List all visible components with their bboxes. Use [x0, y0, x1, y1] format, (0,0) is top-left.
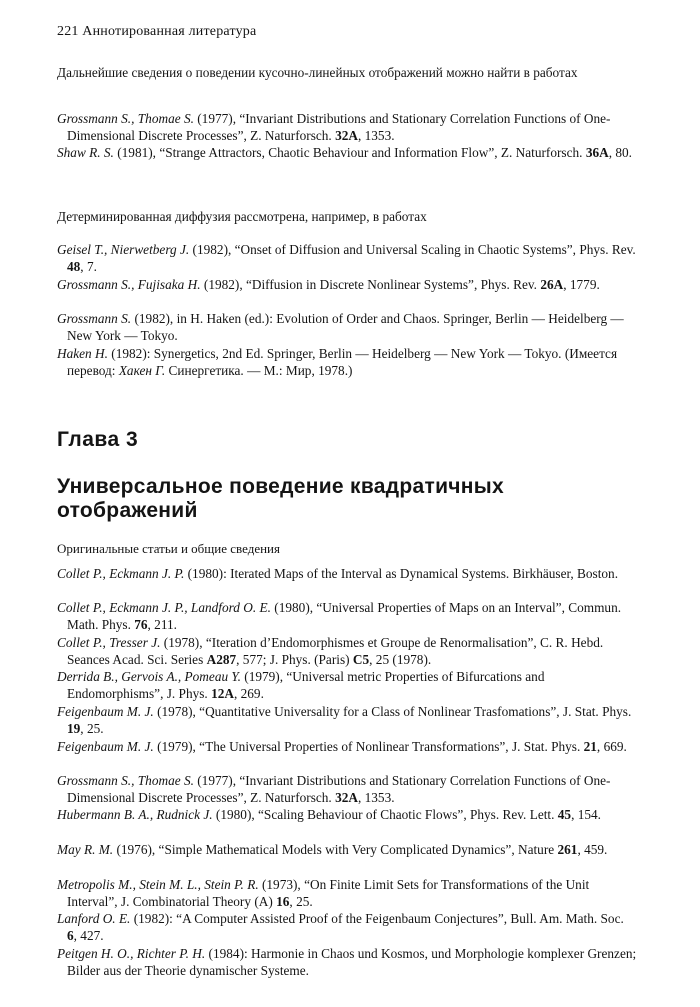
reference-pages: , 1353. [357, 790, 395, 805]
reference-entry [57, 565, 637, 582]
reference-entry [57, 599, 637, 633]
reference-authors: Feigenbaum M. J. [57, 704, 154, 719]
reference-authors: Feigenbaum M. J. [57, 739, 154, 754]
reference-authors: Hubermann B. A., Rudnick J. [57, 807, 213, 822]
reference-text: (1982): “A Computer Assisted Proof of the Feigenbaum Conjectures”, Bull. Am. Math. Soc. [130, 911, 624, 926]
reference-pages: , 427. [73, 928, 104, 943]
reference-authors: Geisel T., Nierwetberg J. [57, 242, 190, 257]
reference-volume: 32A [335, 128, 358, 143]
reference-text: (1980), “Scaling Behaviour of Chaotic Flows”, Phys. Rev. Lett. [212, 807, 558, 822]
running-header: 221 Аннотированная литература [57, 24, 257, 39]
reference-pages: , 25 (1978). [369, 652, 432, 667]
intro-paragraph-2: Детерминированная диффузия рассмотрена, например, в работах [57, 209, 427, 224]
reference-authors: Lanford O. E. [57, 911, 131, 926]
reference-authors: Collet P., Tresser J. [57, 635, 161, 650]
reference-volume: C5 [352, 652, 370, 667]
reference-text: (1977), “Invariant Distributions and Stationary Correlation Functions of One-Dimensional Discrete Processes”, Z. Naturforsch. [67, 773, 611, 805]
reference-pages: , 7. [80, 259, 97, 274]
reference-pages: , 211. [147, 617, 177, 632]
reference-entry [57, 241, 637, 275]
reference-volume: 16 [276, 894, 290, 909]
reference-authors: Grossmann S., Fujisaka H. [57, 277, 201, 292]
reference-authors: Grossmann S., Thomae S. [57, 111, 194, 126]
reference-entry [57, 276, 637, 293]
reference-pages: , 669. [596, 739, 627, 754]
reference-entry [57, 841, 637, 858]
reference-volume: 45 [557, 807, 572, 822]
reference-text: (1982): Synergetics, 2nd Ed. Springer, Berlin — Heidelberg — New York — Tokyo. (Имеется перевод: [67, 346, 618, 378]
reference-pages: , 80. [608, 145, 632, 160]
reference-text: (1973), “On Finite Limit Sets for Transformations of the Unit Interval”, J. Combinatorial Theory (A) [67, 877, 590, 909]
reference-volume: 76 [134, 617, 148, 632]
reference-volume: 21 [583, 739, 597, 754]
intro-paragraph-1: Дальнейшие сведения о поведении кусочно-линейных отображений можно найти в работах [57, 65, 578, 80]
reference-text: (1982), “Onset of Diffusion and Universal Scaling in Chaotic Systems”, Phys. Rev. [189, 242, 636, 257]
reference-pages: , 577; J. Phys. (Paris) [236, 652, 353, 667]
reference-pages: , 1779. [563, 277, 600, 292]
reference-authors: Collet P., Eckmann J. P., Landford O. E. [57, 600, 271, 615]
section-subheading: Оригинальные статьи и общие сведения [57, 541, 280, 556]
reference-entry [57, 310, 637, 344]
chapter-title: Универсальное поведение квадратичных отображений [57, 475, 504, 522]
reference-volume: 26A [540, 277, 564, 292]
reference-volume: 32A [335, 790, 358, 805]
reference-translator-author: Хакен Г. [118, 363, 166, 378]
reference-authors: Peitgen H. O., Richter P. H. [57, 946, 206, 961]
reference-text: (1982), “Diffusion in Discrete Nonlinear Systems”, Phys. Rev. [200, 277, 541, 292]
reference-text: (1976), “Simple Mathematical Models with Very Complicated Dynamics”, Nature [113, 842, 558, 857]
reference-authors: Derrida B., Gervois A., Pomeau Y. [57, 669, 241, 684]
reference-authors: Collet P., Eckmann J. P. [57, 566, 185, 581]
reference-authors: Haken H. [57, 346, 108, 361]
reference-authors: Grossmann S., Thomae S. [57, 773, 194, 788]
reference-authors: Metropolis M., Stein M. L., Stein P. R. [57, 877, 259, 892]
reference-pages: , 25. [289, 894, 313, 909]
reference-volume: A287 [206, 652, 237, 667]
reference-entry [57, 876, 637, 910]
reference-text: Синергетика. — М.: Мир, 1978.) [165, 363, 353, 378]
chapter-number: Глава 3 [57, 428, 139, 451]
reference-volume: 19 [67, 721, 81, 736]
reference-entry [57, 634, 637, 668]
reference-authors: May R. M. [57, 842, 114, 857]
reference-authors: Grossmann S. [57, 311, 132, 326]
reference-text: (1980): Iterated Maps of the Interval as Dynamical Systems. Birkhäuser, Boston. [184, 566, 619, 581]
reference-pages: , 154. [571, 807, 601, 822]
reference-entry [57, 806, 637, 823]
reference-pages: , 1353. [357, 128, 395, 143]
reference-entry [57, 945, 637, 979]
reference-entry [57, 110, 637, 144]
reference-entry [57, 738, 637, 755]
reference-text: (1980), “Universal Properties of Maps on an Interval”, Commun. Math. Phys. [67, 600, 622, 632]
reference-pages: , 269. [233, 686, 264, 701]
reference-pages: , 25. [80, 721, 104, 736]
reference-entry [57, 668, 637, 702]
reference-pages: , 459. [577, 842, 608, 857]
reference-entry [57, 772, 637, 806]
reference-text: (1979), “The Universal Properties of Nonlinear Transformations”, J. Stat. Phys. [153, 739, 584, 754]
reference-volume: 261 [557, 842, 578, 857]
reference-volume: 12A [211, 686, 234, 701]
reference-authors: Shaw R. S. [57, 145, 114, 160]
reference-volume: 48 [67, 259, 81, 274]
reference-volume: 6 [67, 928, 74, 943]
reference-text: (1981), “Strange Attractors, Chaotic Behaviour and Information Flow”, Z. Naturforsch. [113, 145, 586, 160]
reference-text: (1978), “Quantitative Universality for a Class of Nonlinear Trasfomations”, J. Stat. Phys. [153, 704, 632, 719]
reference-text: (1982), in H. Haken (ed.): Evolution of Order and Chaos. Springer, Berlin — Heidelberg — New York — Tokyo. [67, 311, 624, 343]
reference-entry [57, 144, 637, 161]
reference-entry [57, 910, 637, 944]
reference-entry [57, 345, 637, 379]
reference-text: (1978), “Iteration d’Endomorphismes et Groupe de Renormalisation”, C. R. Hebd. Seances Acad. Sci. Series [67, 635, 604, 667]
reference-text: (1979), “Universal metric Properties of Bifurcations and Endomorphisms”, J. Phys. [67, 669, 545, 701]
reference-text: (1984): Harmonie in Chaos und Kosmos, und Morphologie komplexer Grenzen; Bilder aus der Theorie dynamischer Systeme. [67, 946, 637, 978]
reference-entry [57, 703, 637, 737]
reference-text: (1977), “Invariant Distributions and Stationary Correlation Functions of One-Dimensional Discrete Processes”, Z. Naturforsch. [67, 111, 611, 143]
reference-volume: 36A [585, 145, 609, 160]
